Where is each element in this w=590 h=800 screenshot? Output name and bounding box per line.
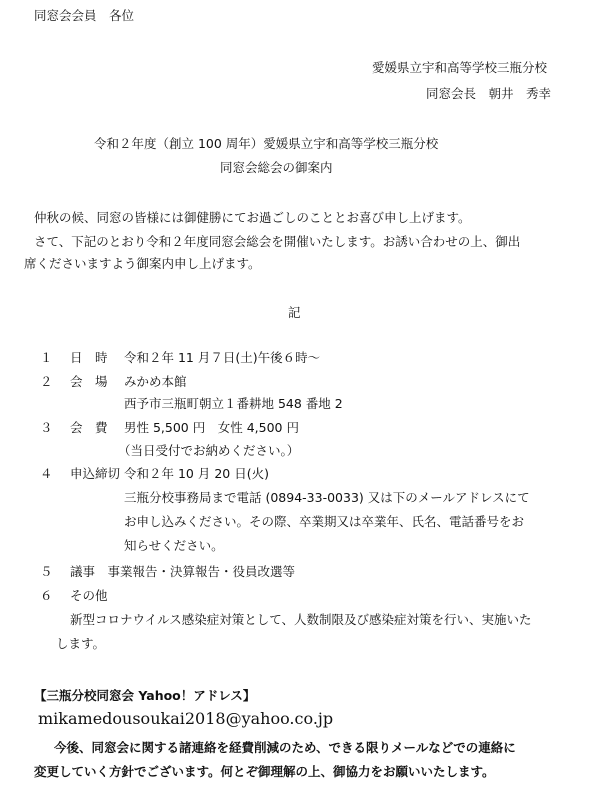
item-value: 西予市三瓶町朝立１番耕地 548 番地 2 [124, 396, 343, 411]
addressee: 同窓会会員 各位 [34, 8, 135, 23]
item-label: その他 [70, 588, 108, 603]
item-number: ４ [40, 466, 53, 481]
item-label: 申込締切 [70, 466, 121, 481]
item-label: 日 時 [70, 350, 108, 365]
item-value: します。 [56, 636, 106, 651]
item-value: 三瓶分校事務局まで電話 (0894-33-0033) 又は下のメールアドレスにて [124, 490, 530, 505]
item-value: 令和２年 10 月 20 日(火) [124, 466, 269, 481]
item-label: 会 費 [70, 420, 108, 435]
sender-president: 同窓会長 朝井 秀幸 [426, 86, 552, 101]
email-address[interactable]: mikamedousoukai2018@yahoo.co.jp [38, 709, 334, 728]
item-value: （当日受付でお納めください。） [118, 443, 300, 458]
ki-marker: 記 [288, 305, 301, 320]
email-heading: 【三瓶分校同窓会 Yahoo！アドレス】 [34, 688, 256, 703]
sender-school: 愛媛県立宇和高等学校三瓶分校 [372, 60, 548, 75]
item-value: 男性 5,500 円 女性 4,500 円 [124, 420, 299, 435]
item-number: １ [40, 350, 53, 365]
item-value: お申し込みください。その際、卒業期又は卒業年、氏名、電話番号をお [124, 514, 525, 529]
greeting-line-2: さて、下記のとおり令和２年度同窓会総会を開催いたします。お誘い合わせの上、御出 [34, 234, 521, 249]
title-line-2: 同窓会総会の御案内 [220, 160, 333, 175]
greeting-line-3: 席くださいますよう御案内申し上げます。 [24, 256, 261, 271]
item-value: 新型コロナウイルス感染症対策として、人数制限及び感染症対策を行い、実施いた [70, 612, 532, 627]
email-note-line-2: 変更していく方針でございます。何とぞ御理解の上、御協力をお願いいたします。 [34, 764, 495, 779]
item-number: ５ [40, 564, 53, 579]
item-number: ６ [40, 588, 53, 603]
item-value: 令和２年 11 月７日(土)午後６時～ [124, 350, 321, 365]
email-note-line-1: 今後、同窓会に関する諸連絡を経費削減のため、できる限りメールなどでの連絡に [54, 740, 516, 755]
greeting-line-1: 仲秋の候、同窓の皆様には御健勝にてお過ごしのこととお喜び申し上げます。 [34, 210, 471, 225]
item-number: ３ [40, 420, 53, 435]
title-line-1: 令和２年度（創立 100 周年）愛媛県立宇和高等学校三瓶分校 [94, 136, 439, 151]
item-value: みかめ本館 [124, 374, 187, 389]
item-label: 議事 事業報告・決算報告・役員改選等 [70, 564, 296, 579]
item-label: 会 場 [70, 374, 108, 389]
item-number: ２ [40, 374, 53, 389]
item-value: 知らせください。 [124, 538, 224, 553]
